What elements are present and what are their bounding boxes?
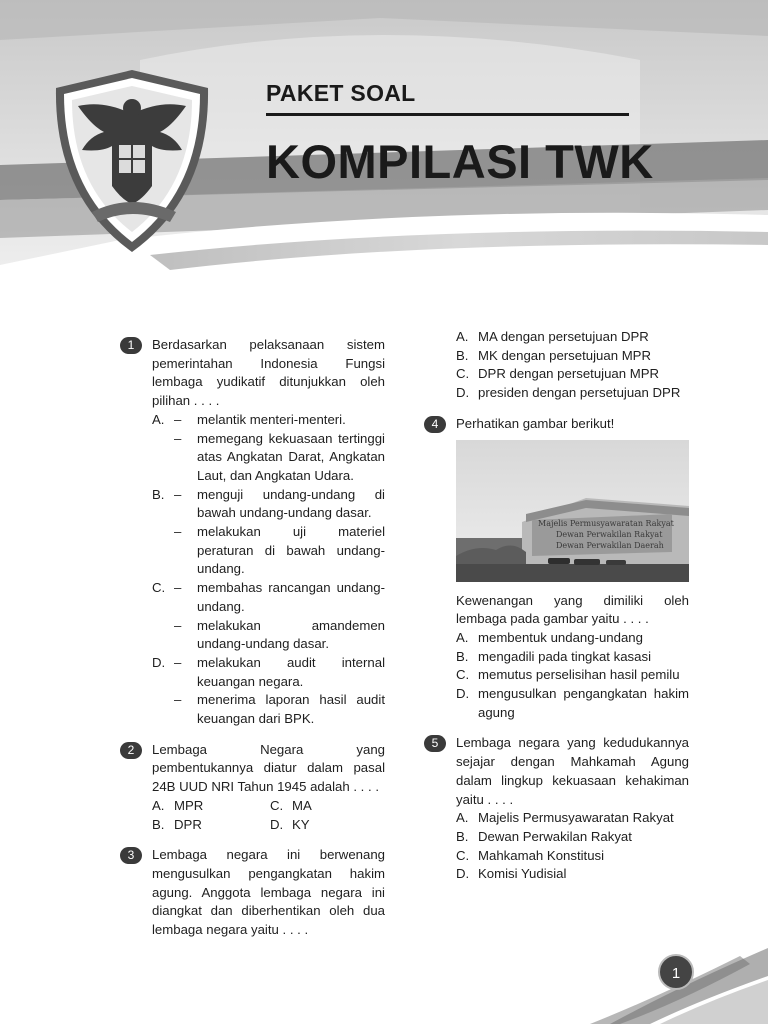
option-c-1[interactable]: C. – membahas rancangan undang-undang. bbox=[152, 580, 385, 614]
sign-line-2: Dewan Perwakilan Rakyat bbox=[556, 529, 663, 539]
question-number-badge: 5 bbox=[424, 735, 446, 752]
option-a[interactable]: A. MPR bbox=[152, 797, 204, 813]
option-a-1[interactable]: A. – melantik menteri-menteri. bbox=[152, 411, 346, 427]
header-rule bbox=[266, 113, 629, 116]
question-number-badge: 3 bbox=[120, 847, 142, 864]
option-c[interactable]: C. MA bbox=[270, 797, 312, 813]
option-a[interactable]: A. membentuk undang-undang bbox=[456, 629, 643, 645]
option-b-2[interactable]: – melakukan uji materiel peraturan di bawah undang-undang. bbox=[174, 524, 385, 577]
question-1-options bbox=[120, 411, 385, 729]
sign-line-3: Dewan Perwakilan Daerah bbox=[556, 540, 664, 550]
right-column bbox=[424, 328, 689, 884]
question-text: Lembaga negara ini berwenang mengusulkan pengangkatan hakim agung. Anggota lembaga negara ini diangkat dan diberhentikan oleh dua lembaga negara yaitu . . . . bbox=[152, 847, 385, 938]
option-d[interactable]: D. Komisi Yudisial bbox=[456, 866, 567, 882]
option-a[interactable]: A. Majelis Permusyawaratan Rakyat bbox=[456, 810, 674, 826]
option-a-2[interactable]: – memegang kekuasaan tertinggi atas Angkatan Darat, Angkatan Laut, dan Angkatan Udara. bbox=[174, 430, 385, 483]
sign-line-1: Majelis Permusyawaratan Rakyat bbox=[538, 518, 674, 528]
header-subtitle: PAKET SOAL bbox=[266, 80, 416, 106]
option-c[interactable]: C. DPR dengan persetujuan MPR bbox=[456, 366, 660, 382]
page-title: KOMPILASI TWK bbox=[266, 135, 654, 188]
parliament-building-photo bbox=[456, 440, 689, 582]
question-3 bbox=[120, 846, 385, 940]
left-column bbox=[120, 336, 385, 940]
question-number-badge: 4 bbox=[424, 416, 446, 433]
option-c-2[interactable]: – melakukan amandemen undang-undang dasar. bbox=[174, 617, 385, 652]
option-b-1[interactable]: B. – menguji undang-undang di bawah undang-undang dasar. bbox=[152, 486, 385, 521]
option-b[interactable]: B. Dewan Perwakilan Rakyat bbox=[456, 828, 632, 844]
option-b[interactable]: B. MK dengan persetujuan MPR bbox=[456, 347, 652, 363]
question-3-options bbox=[424, 328, 689, 403]
question-1 bbox=[120, 336, 385, 411]
option-d[interactable]: D. mengusulkan pengangkatan hakim agung bbox=[456, 686, 689, 720]
question-2 bbox=[120, 741, 385, 797]
option-c[interactable]: C. memutus perselisihan hasil pemilu bbox=[456, 667, 680, 683]
question-text: Lembaga Negara yang pembentukannya diatur dalam pasal 24B UUD NRI Tahun 1945 adalah . . . . bbox=[152, 741, 385, 795]
question-number-badge: 2 bbox=[120, 742, 142, 759]
question-text: Berdasarkan pelaksanaan sistem pemerintahan Indonesia Fungsi lembaga yudikatif ditunjukkan oleh pilihan . . . . bbox=[152, 337, 385, 409]
question-4 bbox=[424, 415, 689, 434]
option-a[interactable]: A. MA dengan persetujuan DPR bbox=[456, 329, 649, 344]
question-2-options bbox=[120, 797, 385, 834]
option-c[interactable]: C. Mahkamah Konstitusi bbox=[456, 847, 605, 863]
question-5-options bbox=[424, 809, 689, 884]
option-b[interactable]: B. mengadili pada tingkat kasasi bbox=[456, 648, 652, 664]
question-number-badge: 1 bbox=[120, 337, 142, 354]
option-d-2[interactable]: – menerima laporan hasil audit keuangan dari BPK. bbox=[174, 692, 385, 727]
option-b[interactable]: B. DPR bbox=[152, 816, 202, 832]
garuda-emblem-icon bbox=[52, 66, 212, 256]
option-d[interactable]: D. presiden dengan persetujuan DPR bbox=[456, 385, 681, 401]
question-5 bbox=[424, 734, 689, 809]
page-number: 1 bbox=[658, 954, 694, 990]
question-text: Kewenangan yang dimiliki oleh lembaga pada gambar yaitu . . . . bbox=[456, 592, 689, 627]
option-d[interactable]: D. KY bbox=[270, 816, 310, 832]
question-4-body bbox=[424, 592, 689, 723]
question-intro: Perhatikan gambar berikut! bbox=[456, 415, 615, 431]
option-d-1[interactable]: D. – melakukan audit internal keuangan negara. bbox=[152, 654, 385, 689]
question-text: Lembaga negara yang kedudukannya sejajar dengan Mahkamah Agung dalam lingkup kekuasaan kehakiman yaitu . . . . bbox=[456, 735, 689, 807]
